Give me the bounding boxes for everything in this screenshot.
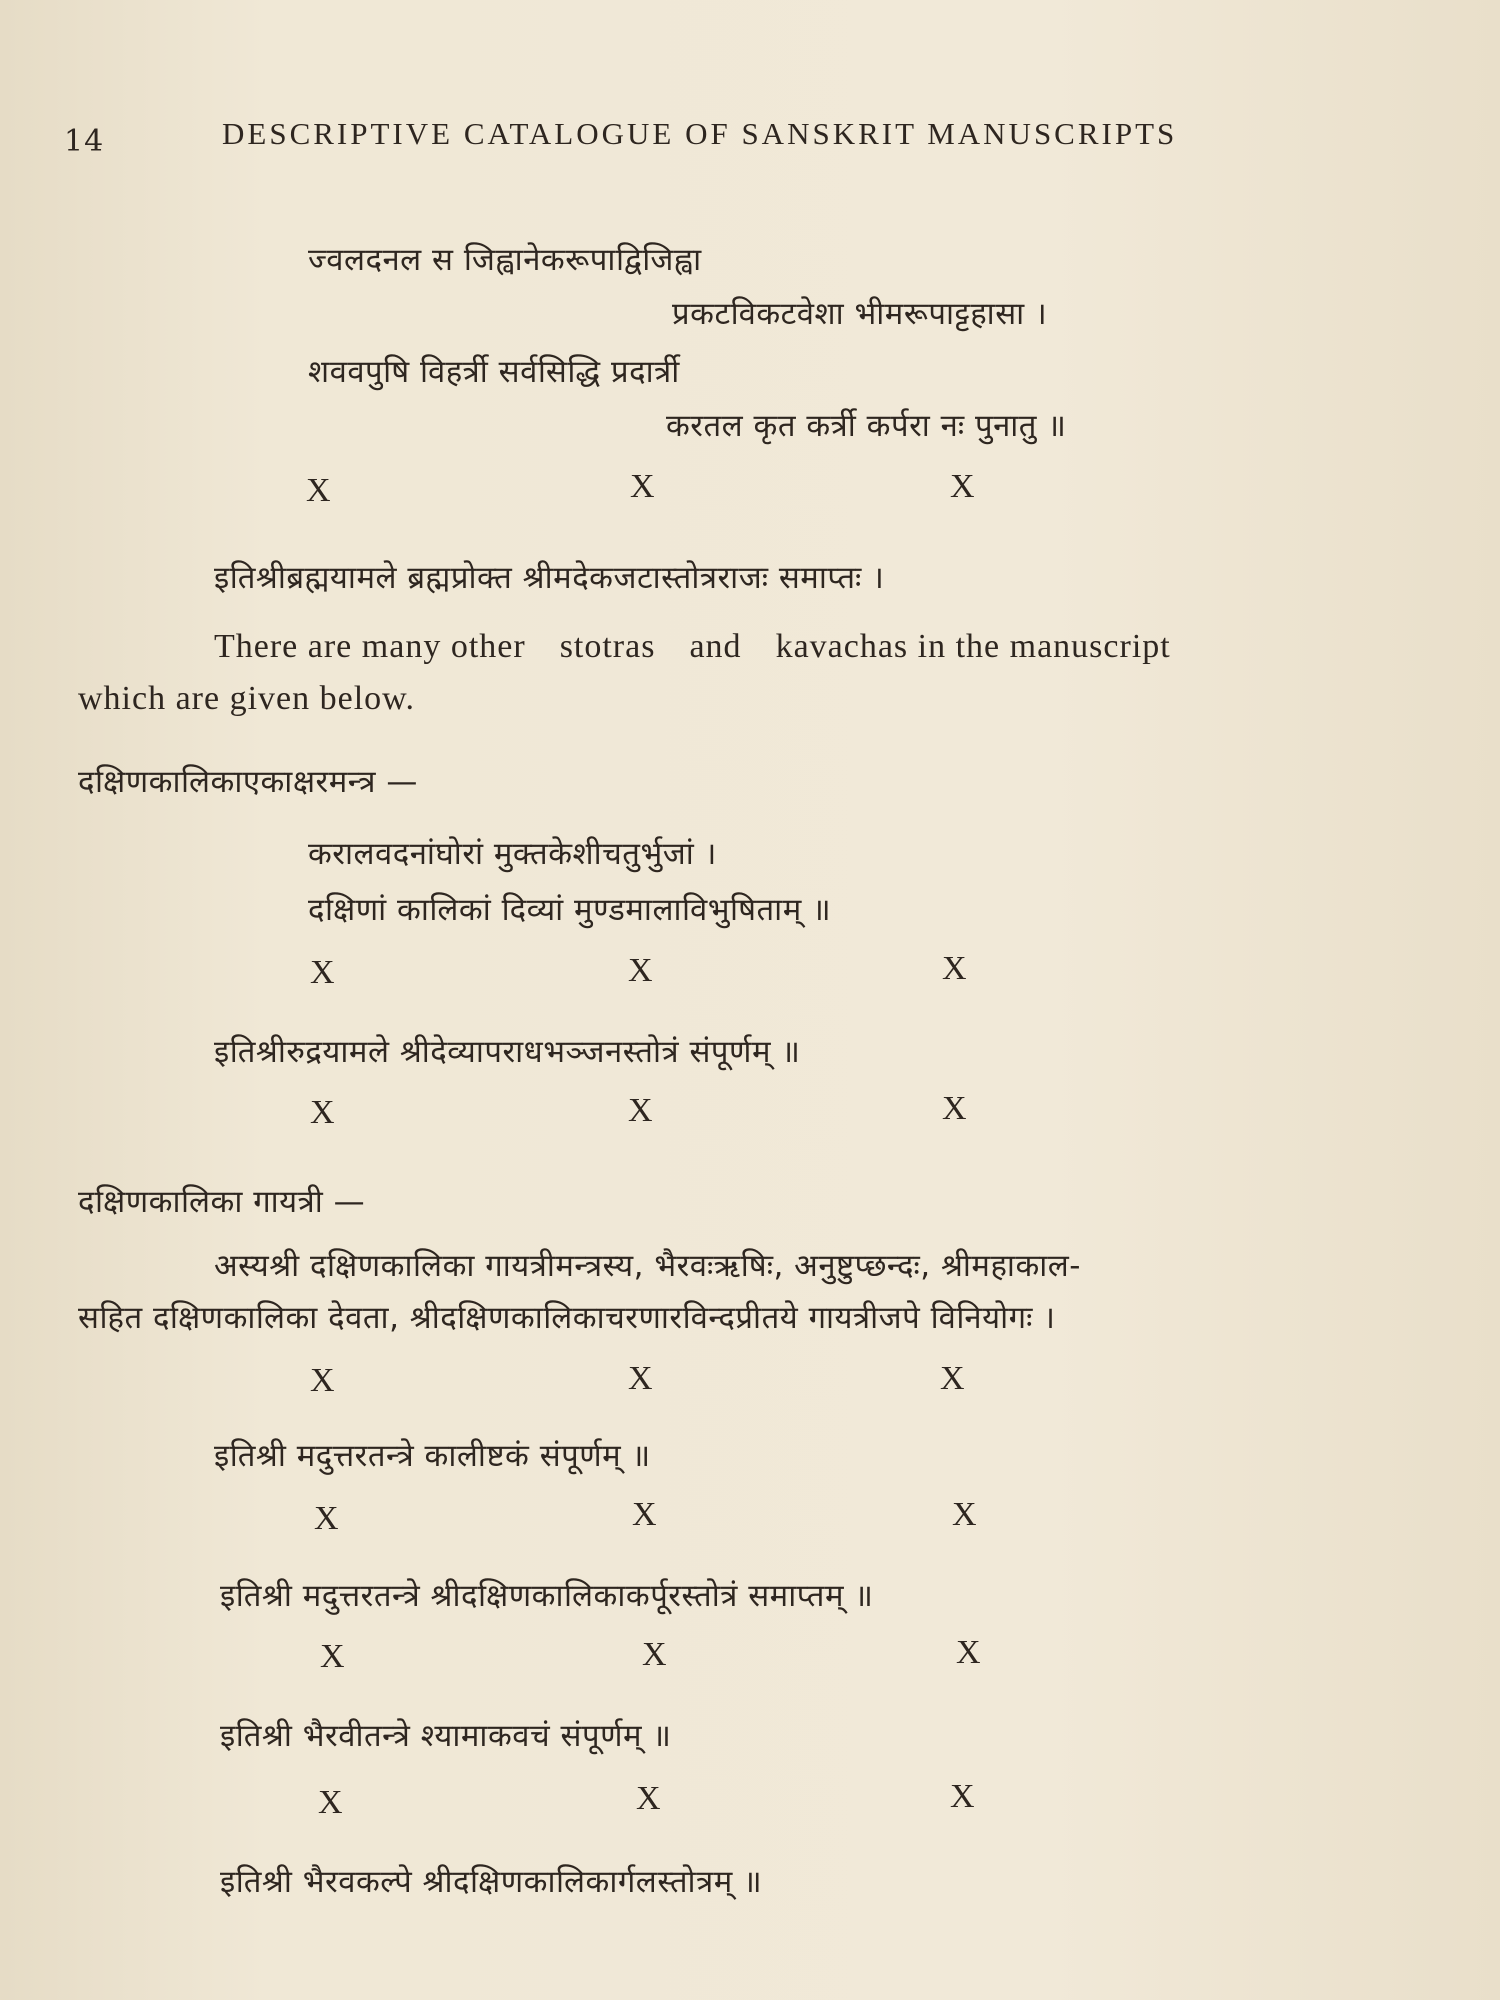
x-marker: X (628, 1092, 653, 1129)
x-marker: X (636, 1780, 661, 1817)
x-marker: X (950, 468, 975, 505)
running-header-title: DESCRIPTIVE CATALOGUE OF SANSKRIT MANUSCRIPTS (222, 116, 1178, 151)
x-marker: X (942, 950, 967, 987)
x-marker: X (642, 1636, 667, 1673)
verse1-line1: ज्वलदनल स जिह्वानेकरूपाद्विजिह्वा (308, 242, 702, 278)
x-marker: X (318, 1784, 343, 1821)
colophon-karpura-stotra: इतिश्री मदुत्तरतन्त्रे श्रीदक्षिणकालिकाकर्पूरस्तोत्रं समाप्तम् ॥ (220, 1578, 874, 1614)
page-number: 14 (64, 124, 105, 159)
colophon-ekajata: इतिश्रीब्रह्मयामले ब्रह्मप्रोक्त श्रीमदेकजटास्तोत्रराजः समाप्तः । (214, 560, 885, 596)
x-marker: X (628, 952, 653, 989)
x-marker: X (628, 1360, 653, 1397)
verse1-line2: प्रकटविकटवेशा भीमरूपाट्टहासा । (672, 296, 1048, 332)
colophon-aparadha-bhanjana: इतिश्रीरुद्रयामले श्रीदेव्यापराधभञ्जनस्तोत्रं संपूर्णम् ॥ (214, 1034, 801, 1070)
colophon-argala-stotra: इतिश्री भैरवकल्पे श्रीदक्षिणकालिकार्गलस्तोत्रम् ॥ (220, 1864, 763, 1900)
x-marker: X (940, 1360, 965, 1397)
x-marker: X (310, 1094, 335, 1131)
paragraph-line1 (214, 628, 1171, 666)
x-marker: X (630, 468, 655, 505)
paragraph-text: There are many other (214, 628, 526, 665)
paragraph-term-kavachas: kavachas in the manuscript (775, 628, 1171, 665)
paragraph-line2: which are given below. (78, 680, 416, 717)
x-marker: X (632, 1496, 657, 1533)
x-marker: X (320, 1638, 345, 1675)
x-marker: X (306, 472, 331, 509)
heading-ekakshara-mantra: दक्षिणकालिकाएकाक्षरमन्त्र — (78, 764, 418, 800)
x-marker: X (950, 1778, 975, 1815)
x-marker: X (956, 1634, 981, 1671)
colophon-kalishtaka: इतिश्री मदुत्तरतन्त्रे कालीष्टकं संपूर्णम् ॥ (214, 1438, 651, 1474)
verse2-line1: करालवदनांघोरां मुक्तकेशीचतुर्भुजां । (308, 836, 717, 872)
viniyoga-line1: अस्यश्री दक्षिणकालिका गायत्रीमन्त्रस्य, भैरवःऋषिः, अनुष्टुप्छन्दः, श्रीमहाकाल- (214, 1248, 1081, 1284)
verse1-line3: शववपुषि विहर्त्री सर्वसिद्धि प्रदार्त्री (308, 354, 680, 390)
viniyoga-line2: सहित दक्षिणकालिका देवता, श्रीदक्षिणकालिकाचरणारविन्दप्रीतये गायत्रीजपे विनियोगः । (78, 1300, 1056, 1336)
x-marker: X (310, 954, 335, 991)
x-marker: X (314, 1500, 339, 1537)
x-marker: X (952, 1496, 977, 1533)
verse1-line4: करतल कृत कर्त्री कर्परा नः पुनातु ॥ (666, 408, 1067, 444)
heading-gayatri: दक्षिणकालिका गायत्री — (78, 1184, 366, 1220)
x-marker: X (942, 1090, 967, 1127)
paragraph-term-stotras: stotras (559, 628, 656, 665)
x-marker: X (310, 1362, 335, 1399)
verse2-line2: दक्षिणां कालिकां दिव्यां मुण्डमालाविभुषिताम् ॥ (308, 892, 832, 928)
colophon-shyama-kavacha: इतिश्री भैरवीतन्त्रे श्यामाकवचं संपूर्णम् ॥ (220, 1718, 672, 1754)
paragraph-text: and (689, 628, 742, 665)
